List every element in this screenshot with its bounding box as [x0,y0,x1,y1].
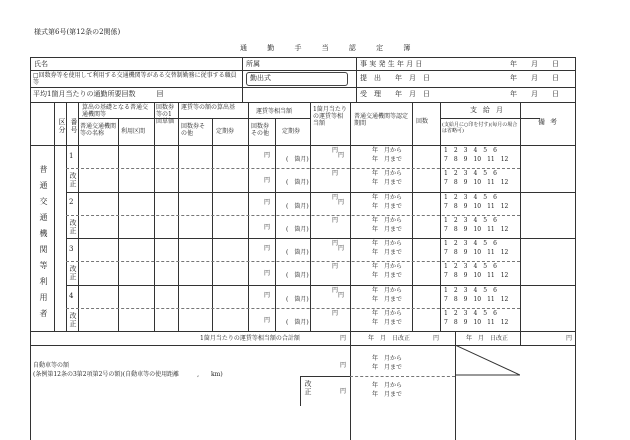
month-count: ( 箇月) [286,226,309,233]
period-to: 年 月まで [372,272,403,279]
period-to: 年 月まで [372,203,403,210]
total-revised-2: 年 月 日改正 [466,335,509,342]
period-from: 年 月から [372,310,403,317]
col-fare-amount-group: 運賃等相当額 [256,108,293,115]
yen: 円 [264,224,271,231]
col-usage-section: 利用区間 [121,128,146,135]
yen: 円 [332,147,339,154]
event-date-label: 事 実 発 生 年 月 日 [360,60,423,68]
yen: 円 [332,310,339,317]
month-count: ( 箇月) [286,272,309,279]
total-yen: 円 [340,335,347,342]
receipt-label: 受 理 年 月 日 [360,90,430,98]
side-label: 普通交通機関等利用者 [39,165,48,325]
month-count: ( 箇月) [286,156,309,163]
period-to: 年 月まで [372,364,403,371]
month-count: ( 箇月) [286,179,309,186]
yen: 円 [264,317,271,324]
period-from: 年 月から [372,263,403,270]
yen: 円 [338,292,345,299]
yen: 円 [264,292,271,299]
period-to: 年 月まで [372,319,403,326]
col-payment-note: (支給月に○印を付す)(毎月の場合は省略可) [442,122,518,134]
month-count: ( 箇月) [286,249,309,256]
yen: 円 [264,177,271,184]
period-to: 年 月まで [372,179,403,186]
form-number: 様式第6号(第12条の2関係) [34,28,121,36]
avg-days: 平均1箇月当たりの通勤所要回数 回 [33,90,164,98]
month-count: ( 箇月) [286,319,309,326]
page-title: 通 勤 手 当 認 定 簿 [240,44,420,52]
period-from: 年 月から [372,147,403,154]
yen: 円 [338,152,345,159]
car-label: 自動車等の額 [33,362,70,369]
period-from: 年 月から [372,287,403,294]
month-count: ( 箇月) [286,296,309,303]
row-number: 2 [69,198,74,206]
payment-months: 1 2 3 4 5 6 [444,310,497,317]
payment-months: 1 2 3 4 5 6 [444,170,497,177]
event-date-value: 年 月 日 [510,60,559,68]
row-number: 3 [69,245,74,253]
payment-months: 7 8 9 10 11 12 [444,272,509,279]
period-from: 年 月から [372,170,403,177]
revision-label: 改正 [69,312,77,328]
work-place-label: 勤出式 [250,74,271,82]
submit-label: 提 出 年 月 日 [360,74,430,82]
yen: 円 [332,194,339,201]
car-yen: 円 [340,362,347,369]
receipt-value: 年 月 日 [510,90,559,98]
period-to: 年 月まで [372,156,403,163]
col-monthly-fare: 1箇月当たりの運賃等相当額 [313,106,347,127]
name-label: 氏名 [34,60,48,68]
payment-months: 1 2 3 4 5 6 [444,287,497,294]
payment-months: 7 8 9 10 11 12 [444,156,509,163]
payment-months: 7 8 9 10 11 12 [444,179,509,186]
yen: 円 [332,287,339,294]
payment-months: 7 8 9 10 11 12 [444,226,509,233]
total-yen-3: 円 [566,335,573,342]
period-from: 年 月から [372,194,403,201]
col-transport-name: 普通交通機関等の名称 [80,123,117,137]
period-to: 年 月まで [372,296,403,303]
revision-label: 改正 [69,219,77,235]
col-count: 回数 [416,118,429,125]
col-cert-period: 普通交通機関等認定期間 [354,113,409,127]
row-number: 1 [69,152,74,160]
diagonal-strike [455,345,520,440]
total-label: 1箇月当たりの運賃等相当額の合計額 [200,335,300,342]
yen: 円 [338,199,345,206]
revision-label: 改正 [69,265,77,281]
payment-months: 1 2 3 4 5 6 [444,147,497,154]
period-to: 年 月まで [372,391,403,398]
period-from: 年 月から [372,240,403,247]
period-from: 年 月から [372,217,403,224]
payment-months: 7 8 9 10 11 12 [444,249,509,256]
payment-months: 7 8 9 10 11 12 [444,203,509,210]
yen: 円 [332,170,339,177]
yen: 円 [332,240,339,247]
col-payment-group: 支給月 [470,106,509,114]
period-to: 年 月まで [372,249,403,256]
payment-months: 1 2 3 4 5 6 [444,240,497,247]
col-commuter-pass: 定期券 [216,128,235,135]
dept-label: 所属 [246,60,260,68]
submit-value: 年 月 日 [510,74,559,82]
payment-months: 7 8 9 10 11 12 [444,319,509,326]
yen: 円 [332,217,339,224]
col-basis-group: 算出の基礎となる普通交通機関等 [82,104,149,118]
revision-label: 改正 [304,380,312,396]
yen: 円 [264,270,271,277]
col-fare-group: 運賃等の額の算出基 [181,104,236,111]
yen: 円 [264,152,271,159]
col-category: 区分 [58,118,66,134]
yen: 円 [332,263,339,270]
total-yen-2: 円 [433,335,440,342]
yen: 円 [264,245,271,252]
col-ticket-price: 回数券等の1回単価 [156,104,175,125]
month-count: ( 箇月) [286,203,309,210]
transport-note: □回数券等を使用して利用する交通機関等がある交替制勤務に従事する職員等 [33,72,237,86]
payment-months: 1 2 3 4 5 6 [444,194,497,201]
payment-months: 1 2 3 4 5 6 [444,217,497,224]
yen: 円 [338,245,345,252]
row-number: 4 [69,292,74,300]
car-sub: (条例第12条の3第2項第2号の額)(自動車等の使用距離 , km) [33,371,223,378]
col-coupon-other: 回数券その他 [181,123,206,137]
payment-months: 7 8 9 10 11 12 [444,296,509,303]
total-revised: 年 月 日改正 [368,335,411,342]
yen: 円 [264,199,271,206]
revision-label: 改正 [69,172,77,188]
period-from: 年 月から [372,382,403,389]
period-to: 年 月まで [372,226,403,233]
period-from: 年 月から [372,355,403,362]
col-remarks: 備考 [538,118,562,126]
col-number: 番号 [70,118,78,134]
payment-months: 1 2 3 4 5 6 [444,263,497,270]
col-fare-coupon: 回数券その他 [251,123,270,137]
car-yen: 円 [340,388,347,395]
col-fare-pass: 定期券 [282,128,301,135]
